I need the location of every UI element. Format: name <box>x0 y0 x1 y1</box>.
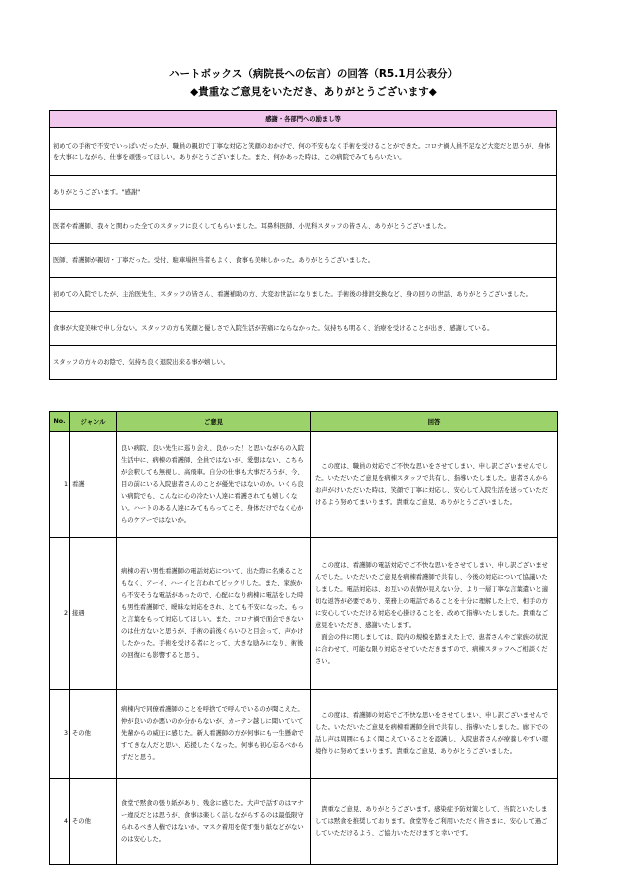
thanks-item: 医者や看護師、我々と関わった全てのスタッフに良くしてもらいました。耳鼻科医師、小児科スタッフの皆さん、ありがとうございました。 <box>50 210 557 244</box>
row-no: 4 <box>50 779 70 865</box>
row-no: 2 <box>50 538 70 690</box>
answer-paragraph: この度は、看護師の電話対応でご不快な思いをさせてしまい、申し訳ございませんでした。いただいたご意見を病棟看護師で共有し、今後の対応について協議いたしました。電話対応は、お互いの表情が見えない分、より一層丁寧な言葉遣いと適切な返答が必要であり、業務上の電話であることを十分に理解した上で、相手の方に安心していただける対応を心掛けることを、改めて指導いたしました。貴重なご意見をいただき、感謝いたします。 <box>315 561 548 629</box>
thanks-item: ありがとうございます。"感謝" <box>50 176 557 210</box>
table-row <box>50 432 558 538</box>
row-genre: 接遇 <box>70 538 117 690</box>
answer-paragraph: この度は、職員の対応でご不快な思いをさせてしまい、申し訳ございませんでした。いただいたご意見を病棟スタッフで共有し、指導いたしました。患者さんからお声がけいただいた時は、笑顔で丁寧に対応し、安心して入院生活を送っていただけるよう努めてまいります。貴重なご意見、ありがとうございました。 <box>315 462 549 506</box>
row-no: 3 <box>50 690 70 779</box>
row-genre: その他 <box>70 779 117 865</box>
thanks-item: 食事が大変美味で申し分ない。スタッフの方も笑顔と優しさで入院生活が苦痛にならなかった。気持ちも明るく、治療を受けることが出き、感謝している。 <box>50 312 557 346</box>
row-genre: その他 <box>70 690 117 779</box>
opinions-header-row <box>50 412 558 432</box>
row-opinion: 食堂で黙食の張り紙があり、残念に感じた。大声で話すのはマナー違反だとは思うが、食事は楽しく話しながらするのは最低限守られるべき人権ではないか。マスク着用を促す張り紙などがないのは安心した。 <box>117 779 311 865</box>
row-answer <box>311 432 558 538</box>
row-answer <box>311 538 558 690</box>
answer-paragraph: 貴重なご意見、ありがとうございます。感染症予防対策として、当院といたしましては黙食を推奨しております。食堂等をご利用いただく皆さまに、安心して過ごしていただけるよう、ご協力いただけますと幸いです。 <box>315 805 548 837</box>
opinions-table <box>49 411 558 865</box>
row-answer <box>311 779 558 865</box>
answer-paragraph: この度は、看護師の対応でご不快な思いをさせてしまい、申し訳ございませんでした。いただいたご意見を病棟看護師全員で共有し、指導いたしました。廊下での話し声は周囲にもよく聞こえていることを認識し、入院患者さんが療養しやすい環境作りに努めてまいります。貴重なご意見、ありがとうございました。 <box>315 712 548 755</box>
row-genre: 看護 <box>70 432 117 538</box>
page-subtitle: ◆貴重なご意見をいただき、ありがとうございます◆ <box>190 86 437 98</box>
answer-paragraph: 面会の件に関しましては、院内の規模を踏まえた上で、患者さんやご家族の状況に合わせて、可能な限り対応させていただきますので、病棟スタッフへご相談ください。 <box>315 633 548 665</box>
row-opinion: 病棟の若い男性看護師の電話対応について、出た際に名乗ることもなく、アーイ、ハーイと言われてビックリした。また、家族から不安そうな電話があったので、心配になり病棟に電話をした時も男性看護師で、曖昧な対応をされ、とても不安になった。もっと言葉をもって対応してほしい。また、コロナ禍で面会できないのは仕方ないと思うが、手術の前後くらいひと目会って、声かけしたかった。手術を受ける者にとって、大きな励みになり、術後の回復にも影響すると思う。 <box>117 538 311 690</box>
col-header-no: No. <box>50 412 70 432</box>
table-row <box>50 779 558 865</box>
page-title: ハートボックス（病院長への伝言）の回答（R5.1月公表分） <box>168 68 459 80</box>
row-opinion: 病棟内で同僚看護師のことを呼捨てで呼んでいるのが聞こえた。仲が良いのか悪いのか分からないが、カーテン越しに聞いていて先輩からの威圧に感じた。新人看護師の方が何事にも一生懸命ですてきな人だと思い、応援したくなった。何事も初心忘るべからずだと思う。 <box>117 690 311 779</box>
thanks-heading: 感謝・各部門への励まし等 <box>50 111 557 128</box>
thanks-table <box>49 110 557 380</box>
row-answer <box>311 690 558 779</box>
thanks-item: スタッフの方々のお陰で、気持ち良く退院出来る事が嬉しい。 <box>50 346 557 380</box>
col-header-genre: ジャンル <box>70 412 117 432</box>
thanks-item: 初めての手術で不安でいっぱいだったが、職員の親切で丁寧な対応と笑顔のおかげで、何の不安もなく手術を受けることができた。コロナ禍人員不足など大変だと思うが、身体を大事にしながら、仕事を頑張ってほしい。ありがとうございました。また、何かあった時は、この病院でみてもらいたい。 <box>50 128 557 176</box>
row-opinion: 良い病院、良い先生に巡り会え、良かった！と思いながらの入院生活中に、病棟の看護師、全員ではないが、愛想はない、こちらが会釈しても無視し、高飛車。自分の仕事も大事だろうが、今、目の前にいる入院患者さんのことが優先ではないのか。いくら良い病院でも、こんなに心の冷たい人達に看護されても嬉しくない。ハートのある人達にみてもらってこそ、身体だけでなく心からのケアーではないか。 <box>117 432 311 538</box>
table-row <box>50 690 558 779</box>
col-header-answer: 回答 <box>311 412 558 432</box>
thanks-item: 医師、看護師が親切・丁寧だった。受付、駐車場担当者もよく、食事も美味しかった。ありがとうございました。 <box>50 244 557 278</box>
col-header-opinion: ご意見 <box>117 412 311 432</box>
row-no: 1 <box>50 432 70 538</box>
table-row <box>50 538 558 690</box>
thanks-item: 初めての入院でしたが、主治医先生、スタッフの皆さん、看護補助の方、大変お世話になりました。手術後の排泄交換など、身の回りの世話、ありがとうございました。 <box>50 278 557 312</box>
